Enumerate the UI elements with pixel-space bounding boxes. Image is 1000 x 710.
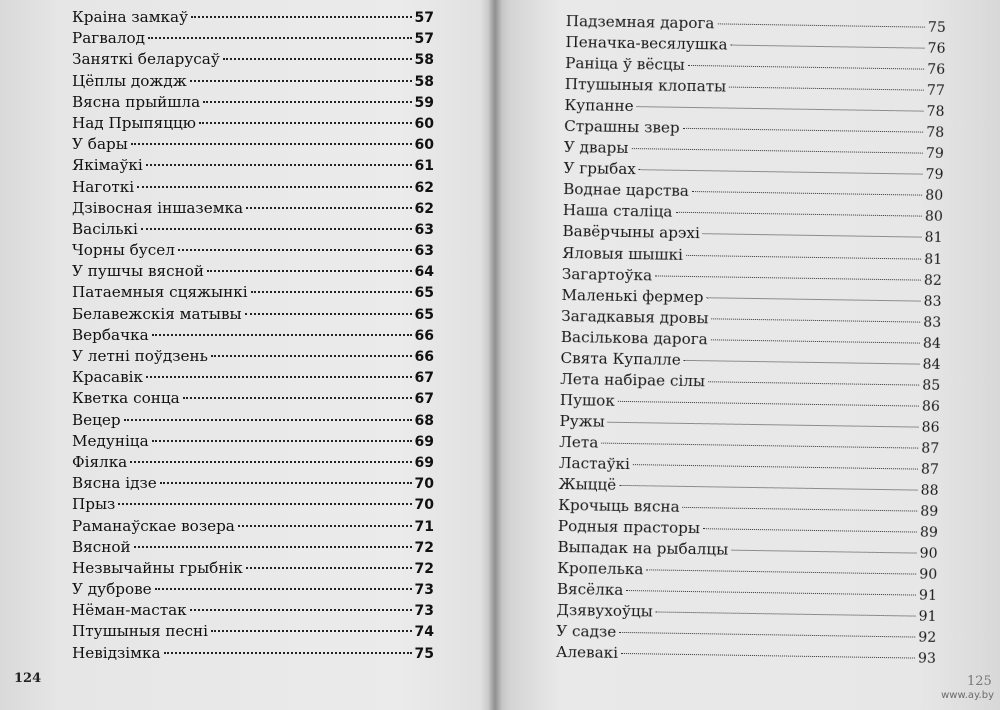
dot-leader: [134, 546, 412, 548]
dot-leader: [731, 550, 916, 554]
dot-leader: [223, 58, 412, 60]
toc-entry-page: 63: [414, 221, 434, 238]
toc-entry-title: Страшны звер: [564, 117, 680, 138]
toc-entry-page: 86: [921, 419, 940, 436]
dot-leader: [608, 422, 919, 428]
toc-entry-title: Цёплы дождж: [72, 71, 187, 90]
dot-leader: [152, 334, 412, 336]
toc-entry-title: Рагвалод: [72, 29, 145, 48]
toc-entry-title: Наша сталіца: [562, 201, 673, 222]
toc-entry-page: 60: [414, 137, 434, 154]
toc-entry-title: Воднае царства: [563, 180, 690, 201]
dot-leader: [631, 148, 923, 154]
toc-entry: [72, 516, 434, 537]
toc-entry-page: 63: [414, 243, 434, 260]
dot-leader: [712, 318, 921, 322]
toc-entry: [72, 304, 434, 325]
toc-entry-title: Невідзімка: [72, 643, 161, 662]
dot-leader: [245, 313, 412, 315]
dot-leader: [124, 419, 412, 421]
toc-entry-page: 78: [926, 103, 945, 121]
toc-entry-page: 77: [926, 82, 945, 100]
toc-entry-page: 66: [414, 327, 434, 344]
toc-entry-title: Красавік: [72, 368, 143, 387]
right-page: [500, 0, 1000, 710]
toc-entry: [72, 49, 434, 70]
dot-leader: [155, 588, 412, 590]
toc-entry: [72, 410, 434, 431]
dot-leader: [211, 355, 412, 357]
dot-leader: [152, 440, 412, 442]
toc-entry-title: Крочыць вясна: [558, 496, 680, 516]
dot-leader: [703, 234, 922, 238]
toc-entry-title: Загартоўка: [561, 264, 653, 284]
toc-entry-title: Лета: [559, 432, 599, 452]
dot-leader: [190, 80, 412, 82]
toc-entry: [72, 643, 434, 664]
watermark: www.ay.by: [941, 690, 994, 701]
toc-entry-page: 91: [918, 608, 937, 626]
toc-entry-title: Загадкавыя дровы: [561, 306, 709, 327]
dot-leader: [207, 270, 412, 272]
toc-entry-page: 69: [414, 454, 434, 471]
toc-entry: [72, 113, 434, 134]
dot-leader: [246, 207, 411, 209]
dot-leader: [637, 106, 924, 112]
toc-entry: [72, 494, 434, 515]
toc-entry-page: 76: [927, 40, 946, 58]
toc-entry-page: 75: [927, 19, 946, 36]
toc-entry-title: У садзе: [556, 622, 617, 642]
toc-entry-page: 84: [922, 356, 941, 373]
toc-entry-title: Вавёрчыны арэхі: [562, 222, 701, 243]
toc-entry-page: 57: [414, 31, 434, 48]
dot-leader: [137, 186, 411, 188]
dot-leader: [717, 23, 925, 27]
dot-leader: [199, 122, 412, 124]
toc-entry-page: 79: [925, 145, 944, 163]
toc-entry-page: 78: [926, 124, 945, 142]
toc-entry-title: У дуброве: [72, 580, 152, 599]
toc-entry-title: Вецер: [72, 410, 121, 429]
toc-entry-page: 81: [924, 251, 943, 268]
toc-entry-page: 74: [414, 624, 434, 641]
dot-leader: [684, 360, 920, 365]
toc-entry: [72, 346, 434, 367]
dot-leader: [183, 397, 412, 399]
toc-entry-title: Ружы: [559, 411, 605, 431]
toc-entry: [72, 177, 434, 198]
dot-leader: [711, 339, 920, 343]
toc-entry-page: 86: [921, 398, 940, 415]
toc-entry-title: Лета набірае сілы: [560, 369, 706, 391]
toc-entry-page: 92: [918, 629, 937, 647]
toc-entry: [72, 28, 434, 49]
toc-entry-title: Вясёлка: [556, 580, 624, 600]
dot-leader: [619, 485, 917, 491]
toc-entry-title: Медуніца: [72, 431, 149, 450]
dot-leader: [706, 297, 920, 301]
toc-entry-title: Над Прыпяццю: [72, 113, 196, 132]
toc-entry-page: 66: [414, 349, 434, 365]
toc-entry-page: 91: [918, 587, 937, 605]
toc-entry-title: Алевакі: [555, 643, 619, 663]
toc-entry-title: Падземная дарога: [565, 11, 715, 33]
toc-entry-title: Васількова дарога: [560, 327, 708, 348]
toc-entry-page: 65: [414, 285, 434, 302]
dot-leader: [646, 570, 916, 575]
toc-entry-page: 70: [414, 497, 434, 514]
toc-entry-page: 68: [414, 412, 434, 429]
toc-entry-title: Наготкі: [72, 177, 135, 196]
toc-entry-title: Заняткі беларусаў: [72, 50, 220, 69]
toc-entry-page: 89: [919, 524, 938, 542]
toc-entry-page: 83: [923, 314, 942, 331]
dot-leader: [686, 254, 921, 259]
dot-leader: [141, 228, 412, 230]
toc-entry-title: Чорны бусел: [72, 241, 175, 260]
toc-entry-page: 73: [414, 603, 434, 620]
toc-entry-page: 73: [414, 582, 434, 599]
dot-leader: [626, 590, 916, 596]
dot-leader: [203, 101, 411, 103]
toc-entry-page: 61: [414, 158, 434, 175]
toc-entry-title: Птушыныя песні: [72, 622, 209, 641]
toc-entry-title: Фіялка: [72, 452, 128, 471]
toc-entry-page: 58: [414, 52, 434, 69]
toc-entry-page: 84: [922, 335, 941, 352]
toc-entry-page: 79: [925, 166, 944, 184]
toc-entry-title: Патаемныя сцяжынкі: [72, 283, 248, 302]
dot-leader: [190, 609, 412, 611]
toc-entry-title: Раманаўскае возера: [72, 516, 235, 535]
toc-entry: [72, 452, 434, 473]
toc-entry-title: Кветка сонца: [72, 389, 180, 408]
toc-entry-page: 87: [921, 440, 940, 457]
page-number-left: 124: [14, 671, 42, 686]
toc-entry: [72, 282, 434, 303]
dot-leader: [191, 16, 411, 18]
toc-entry: [72, 155, 434, 176]
left-page: [0, 0, 490, 710]
toc-entry-title: Дзівосная іншаземка: [72, 198, 244, 217]
toc-entry-page: 67: [414, 370, 434, 387]
toc-entry-title: У грыбах: [563, 159, 637, 179]
toc-entry-title: Якімаўкі: [72, 156, 143, 175]
toc-entry-title: Яловыя шышкі: [562, 243, 684, 264]
dot-leader: [675, 212, 922, 217]
dot-leader: [688, 65, 925, 70]
toc-entry-title: Кропелька: [557, 559, 644, 579]
toc-entry-title: Краіна замкаў: [72, 8, 189, 26]
toc-entry-title: Вясна ідзе: [72, 474, 157, 493]
toc-entry-page: 72: [414, 539, 434, 556]
toc-entry: [72, 240, 434, 261]
toc-entry-title: Жыццё: [558, 474, 617, 494]
toc-entry: [72, 388, 434, 409]
dot-leader: [178, 249, 412, 251]
toc-entry-title: Раніца ў вёсцы: [565, 54, 685, 74]
toc-entry-page: 72: [414, 560, 434, 577]
toc-entry-title: Родныя прасторы: [557, 517, 701, 538]
toc-entry-title: Дзявухоўцы: [556, 601, 653, 621]
dot-leader: [633, 464, 918, 469]
toc-entry: [72, 621, 434, 642]
toc-entry-page: 82: [923, 272, 942, 289]
toc-entry-page: 59: [414, 94, 434, 111]
toc-entry-page: 58: [414, 73, 434, 90]
toc-entry-title: У летні поўдзень: [72, 347, 208, 365]
toc-entry-title: Выпадак на рыбалцы: [557, 538, 729, 559]
dot-leader: [130, 461, 411, 463]
toc-entry-page: 80: [925, 188, 944, 205]
dot-leader: [601, 443, 918, 449]
dot-leader: [692, 191, 922, 196]
toc-entry: [72, 71, 434, 92]
toc-entry-page: 62: [414, 200, 434, 217]
toc-entry-page: 90: [919, 566, 938, 584]
toc-entry: [72, 367, 434, 388]
toc-entry: [72, 198, 434, 219]
toc-entry: [72, 134, 434, 155]
toc-entry: [72, 579, 434, 600]
toc-entry-page: 83: [923, 293, 942, 310]
toc-entry-title: Вясной: [72, 537, 131, 556]
dot-leader: [656, 612, 916, 617]
dot-leader: [729, 87, 924, 91]
table-of-contents-right: [556, 11, 946, 669]
toc-entry-page: 88: [920, 482, 939, 499]
toc-entry: [72, 537, 434, 558]
toc-entry-page: 57: [414, 10, 434, 26]
toc-entry-page: 71: [414, 518, 434, 535]
dot-leader: [618, 401, 919, 407]
toc-entry-page: 65: [414, 306, 434, 323]
toc-entry-page: 93: [917, 651, 936, 668]
toc-entry-title: Нёман-мастак: [72, 601, 187, 620]
dot-leader: [148, 37, 412, 39]
dot-leader: [703, 528, 917, 532]
toc-entry-title: Вясна прыйшла: [72, 92, 201, 111]
toc-entry-page: 81: [924, 230, 943, 247]
page-number-right: 125: [967, 674, 992, 689]
toc-entry: [72, 261, 434, 282]
toc-entry: [72, 325, 434, 346]
dot-leader: [683, 128, 924, 133]
toc-entry-title: Купанне: [564, 96, 634, 116]
dot-leader: [160, 482, 412, 484]
toc-entry-page: 62: [414, 179, 434, 196]
toc-entry-page: 75: [414, 645, 434, 662]
dot-leader: [621, 653, 915, 659]
toc-entry: [72, 219, 434, 240]
toc-entry: [72, 600, 434, 621]
toc-entry-title: Васількі: [72, 219, 138, 238]
toc-entry-page: 90: [919, 545, 938, 563]
toc-entry-title: Белавежскія матывы: [72, 304, 242, 323]
toc-entry-title: Птушыныя клопаты: [564, 75, 727, 96]
toc-entry-title: Незвычайны грыбнік: [72, 558, 243, 577]
toc-entry-title: Свята Купалле: [560, 348, 681, 369]
dot-leader: [131, 143, 412, 145]
dot-leader: [118, 503, 411, 505]
toc-entry-page: 60: [414, 115, 434, 132]
dot-leader: [211, 630, 412, 632]
dot-leader: [708, 381, 919, 385]
toc-entry: [72, 92, 434, 113]
toc-entry-title: Прыз: [72, 495, 116, 514]
toc-entry-page: 67: [414, 391, 434, 408]
toc-entry-page: 76: [927, 61, 946, 79]
dot-leader: [655, 275, 921, 280]
toc-entry-page: 89: [920, 503, 939, 520]
toc-entry-title: Вербачка: [72, 325, 149, 344]
toc-entry-page: 85: [922, 377, 941, 394]
dot-leader: [730, 45, 924, 49]
toc-entry-title: Пушок: [559, 390, 615, 410]
toc-entry-title: Пеначка-весялушка: [565, 33, 728, 54]
toc-entry-page: 64: [414, 264, 434, 281]
toc-entry-title: У бары: [72, 135, 128, 154]
toc-entry-title: У пушчы вясной: [72, 262, 204, 281]
dot-leader: [238, 525, 412, 527]
dot-leader: [164, 652, 412, 654]
dot-leader: [619, 632, 915, 638]
dot-leader: [146, 376, 412, 378]
dot-leader: [246, 567, 412, 569]
toc-entry: [72, 431, 434, 452]
dot-leader: [639, 169, 923, 174]
toc-entry: [72, 7, 434, 28]
toc-entry-title: Маленькі фермер: [561, 285, 704, 306]
toc-entry-title: Ластаўкі: [558, 453, 631, 474]
toc-entry-title: У двары: [563, 138, 629, 158]
toc-entry: [72, 558, 434, 579]
toc-entry-page: 87: [920, 461, 939, 478]
table-of-contents-left: [72, 7, 434, 664]
dot-leader: [683, 507, 918, 512]
toc-entry: [72, 473, 434, 494]
dot-leader: [146, 164, 412, 166]
dot-leader: [251, 291, 412, 293]
toc-entry-page: 80: [924, 209, 943, 226]
toc-entry-page: 69: [414, 433, 434, 450]
toc-entry-page: 70: [414, 476, 434, 493]
